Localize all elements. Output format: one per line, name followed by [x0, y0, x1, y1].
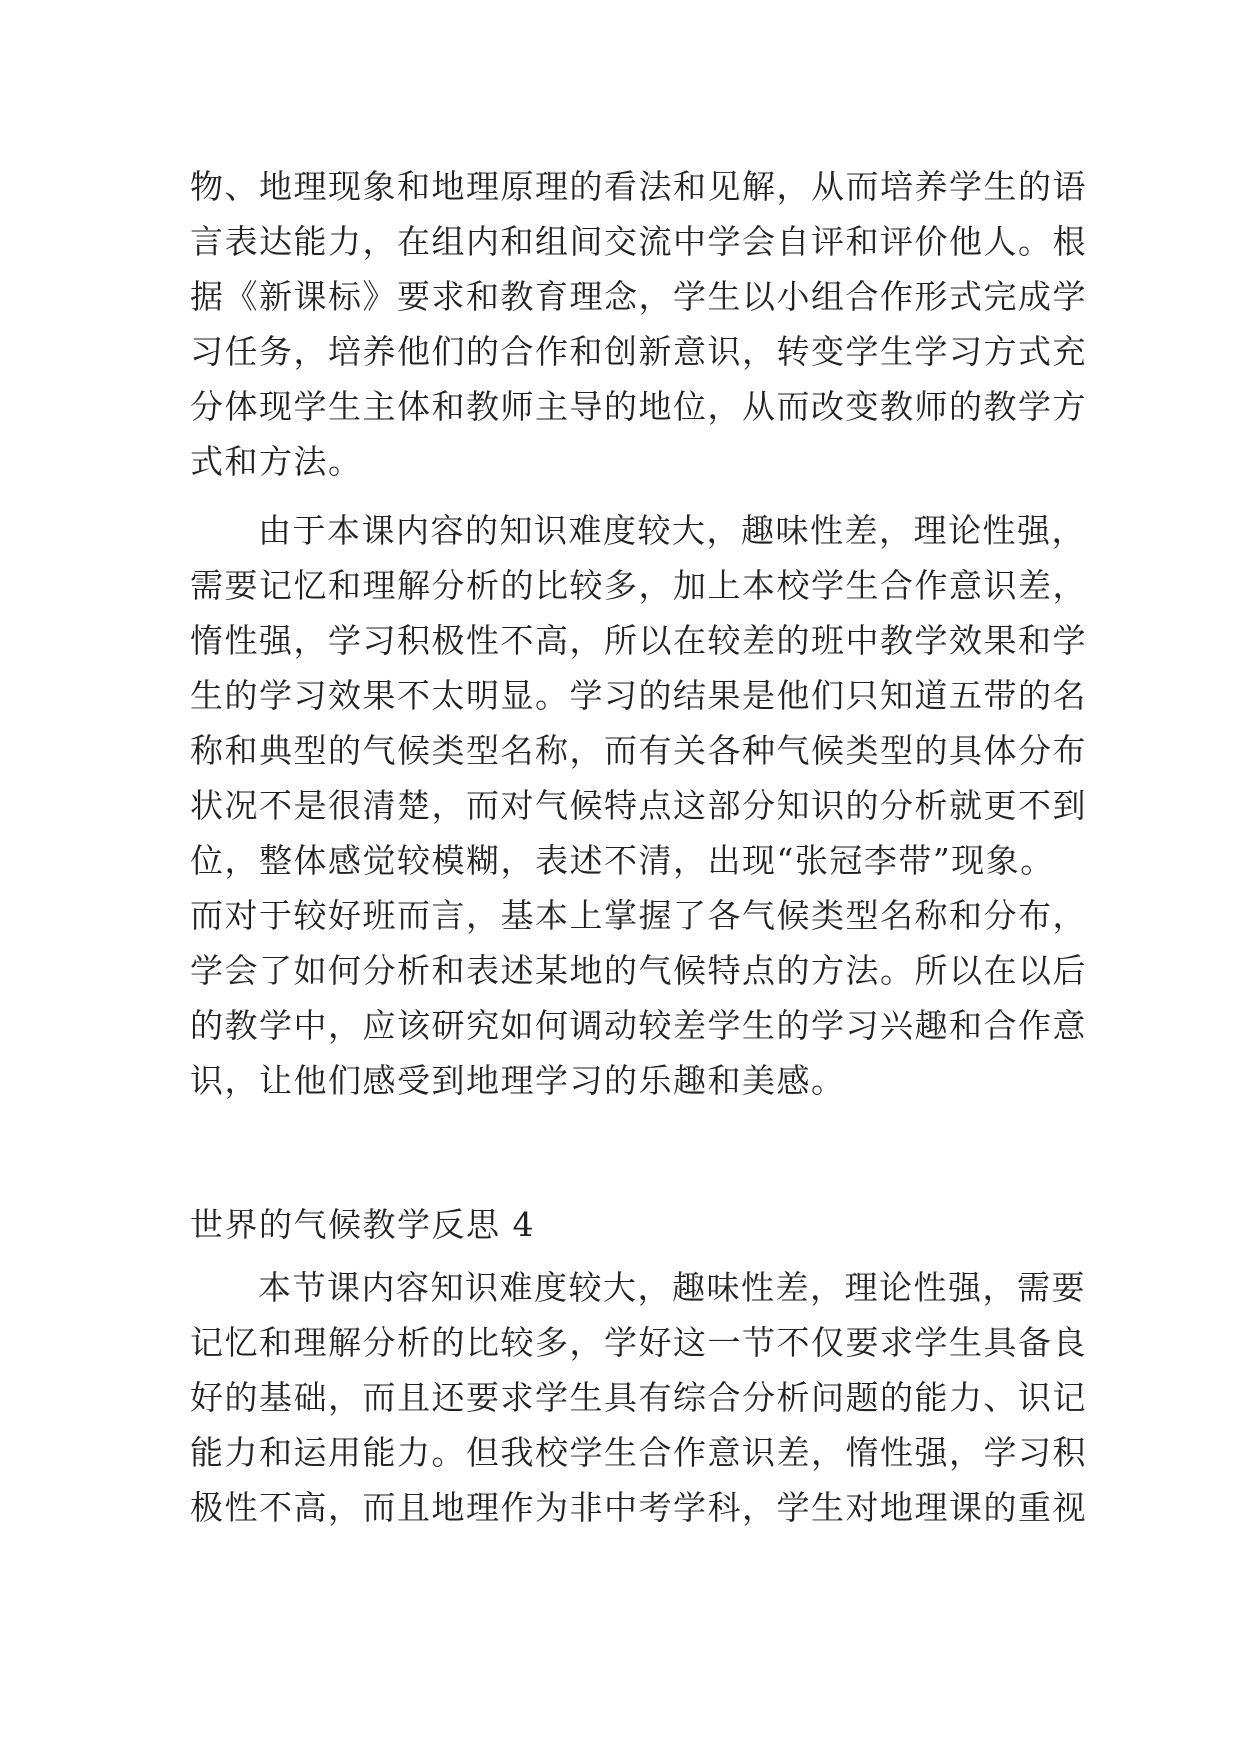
- text-line: 好的基础，而且还要求学生具有综合分析问题的能力、识记: [190, 1378, 1087, 1417]
- text-line: 极性不高，而且地理作为非中考学科，学生对地理课的重视: [190, 1488, 1087, 1527]
- text-line: 需要记忆和理解分析的比较多，加上本校学生合作意识差，: [190, 566, 1087, 605]
- text-line: 学会了如何分析和表述某地的气候特点的方法。所以在以后: [190, 951, 1087, 990]
- text-line: 由于本课内容的知识难度较大，趣味性差，理论性强，: [258, 511, 1086, 550]
- text-line: 状况不是很清楚，而对气候特点这部分知识的分析就更不到: [190, 786, 1087, 825]
- text-line: 惰性强，学习积极性不高，所以在较差的班中教学效果和学: [190, 621, 1087, 660]
- text-line: 物、地理现象和地理原理的看法和见解，从而培养学生的语: [190, 167, 1087, 206]
- text-line: 记忆和理解分析的比较多，学好这一节不仅要求学生具备良: [190, 1323, 1087, 1362]
- text-line: 式和方法。: [190, 442, 363, 481]
- text-line: 言表达能力，在组内和组间交流中学会自评和评价他人。根: [190, 222, 1087, 261]
- text-line: 而对于较好班而言，基本上掌握了各气候类型名称和分布，: [190, 896, 1087, 935]
- section-heading: 世界的气候教学反思 4: [190, 1205, 535, 1244]
- text-line: 称和典型的气候类型名称，而有关各种气候类型的具体分布: [190, 731, 1087, 770]
- text-line: 本节课内容知识难度较大，趣味性差，理论性强，需要: [258, 1268, 1086, 1307]
- text-line: 位，整体感觉较模糊，表述不清，出现“张冠李带”现象。: [190, 841, 1055, 880]
- text-line: 分体现学生主体和教师主导的地位，从而改变教师的教学方: [190, 387, 1087, 426]
- text-line: 生的学习效果不太明显。学习的结果是他们只知道五带的名: [190, 676, 1087, 715]
- text-line: 的教学中，应该研究如何调动较差学生的学习兴趣和合作意: [190, 1006, 1087, 1045]
- text-line: 据《新课标》要求和教育理念，学生以小组合作形式完成学: [190, 277, 1087, 316]
- text-line: 能力和运用能力。但我校学生合作意识差，惰性强，学习积: [190, 1433, 1087, 1472]
- text-line: 识，让他们感受到地理学习的乐趣和美感。: [190, 1061, 846, 1100]
- text-line: 习任务，培养他们的合作和创新意识，转变学生学习方式充: [190, 332, 1087, 371]
